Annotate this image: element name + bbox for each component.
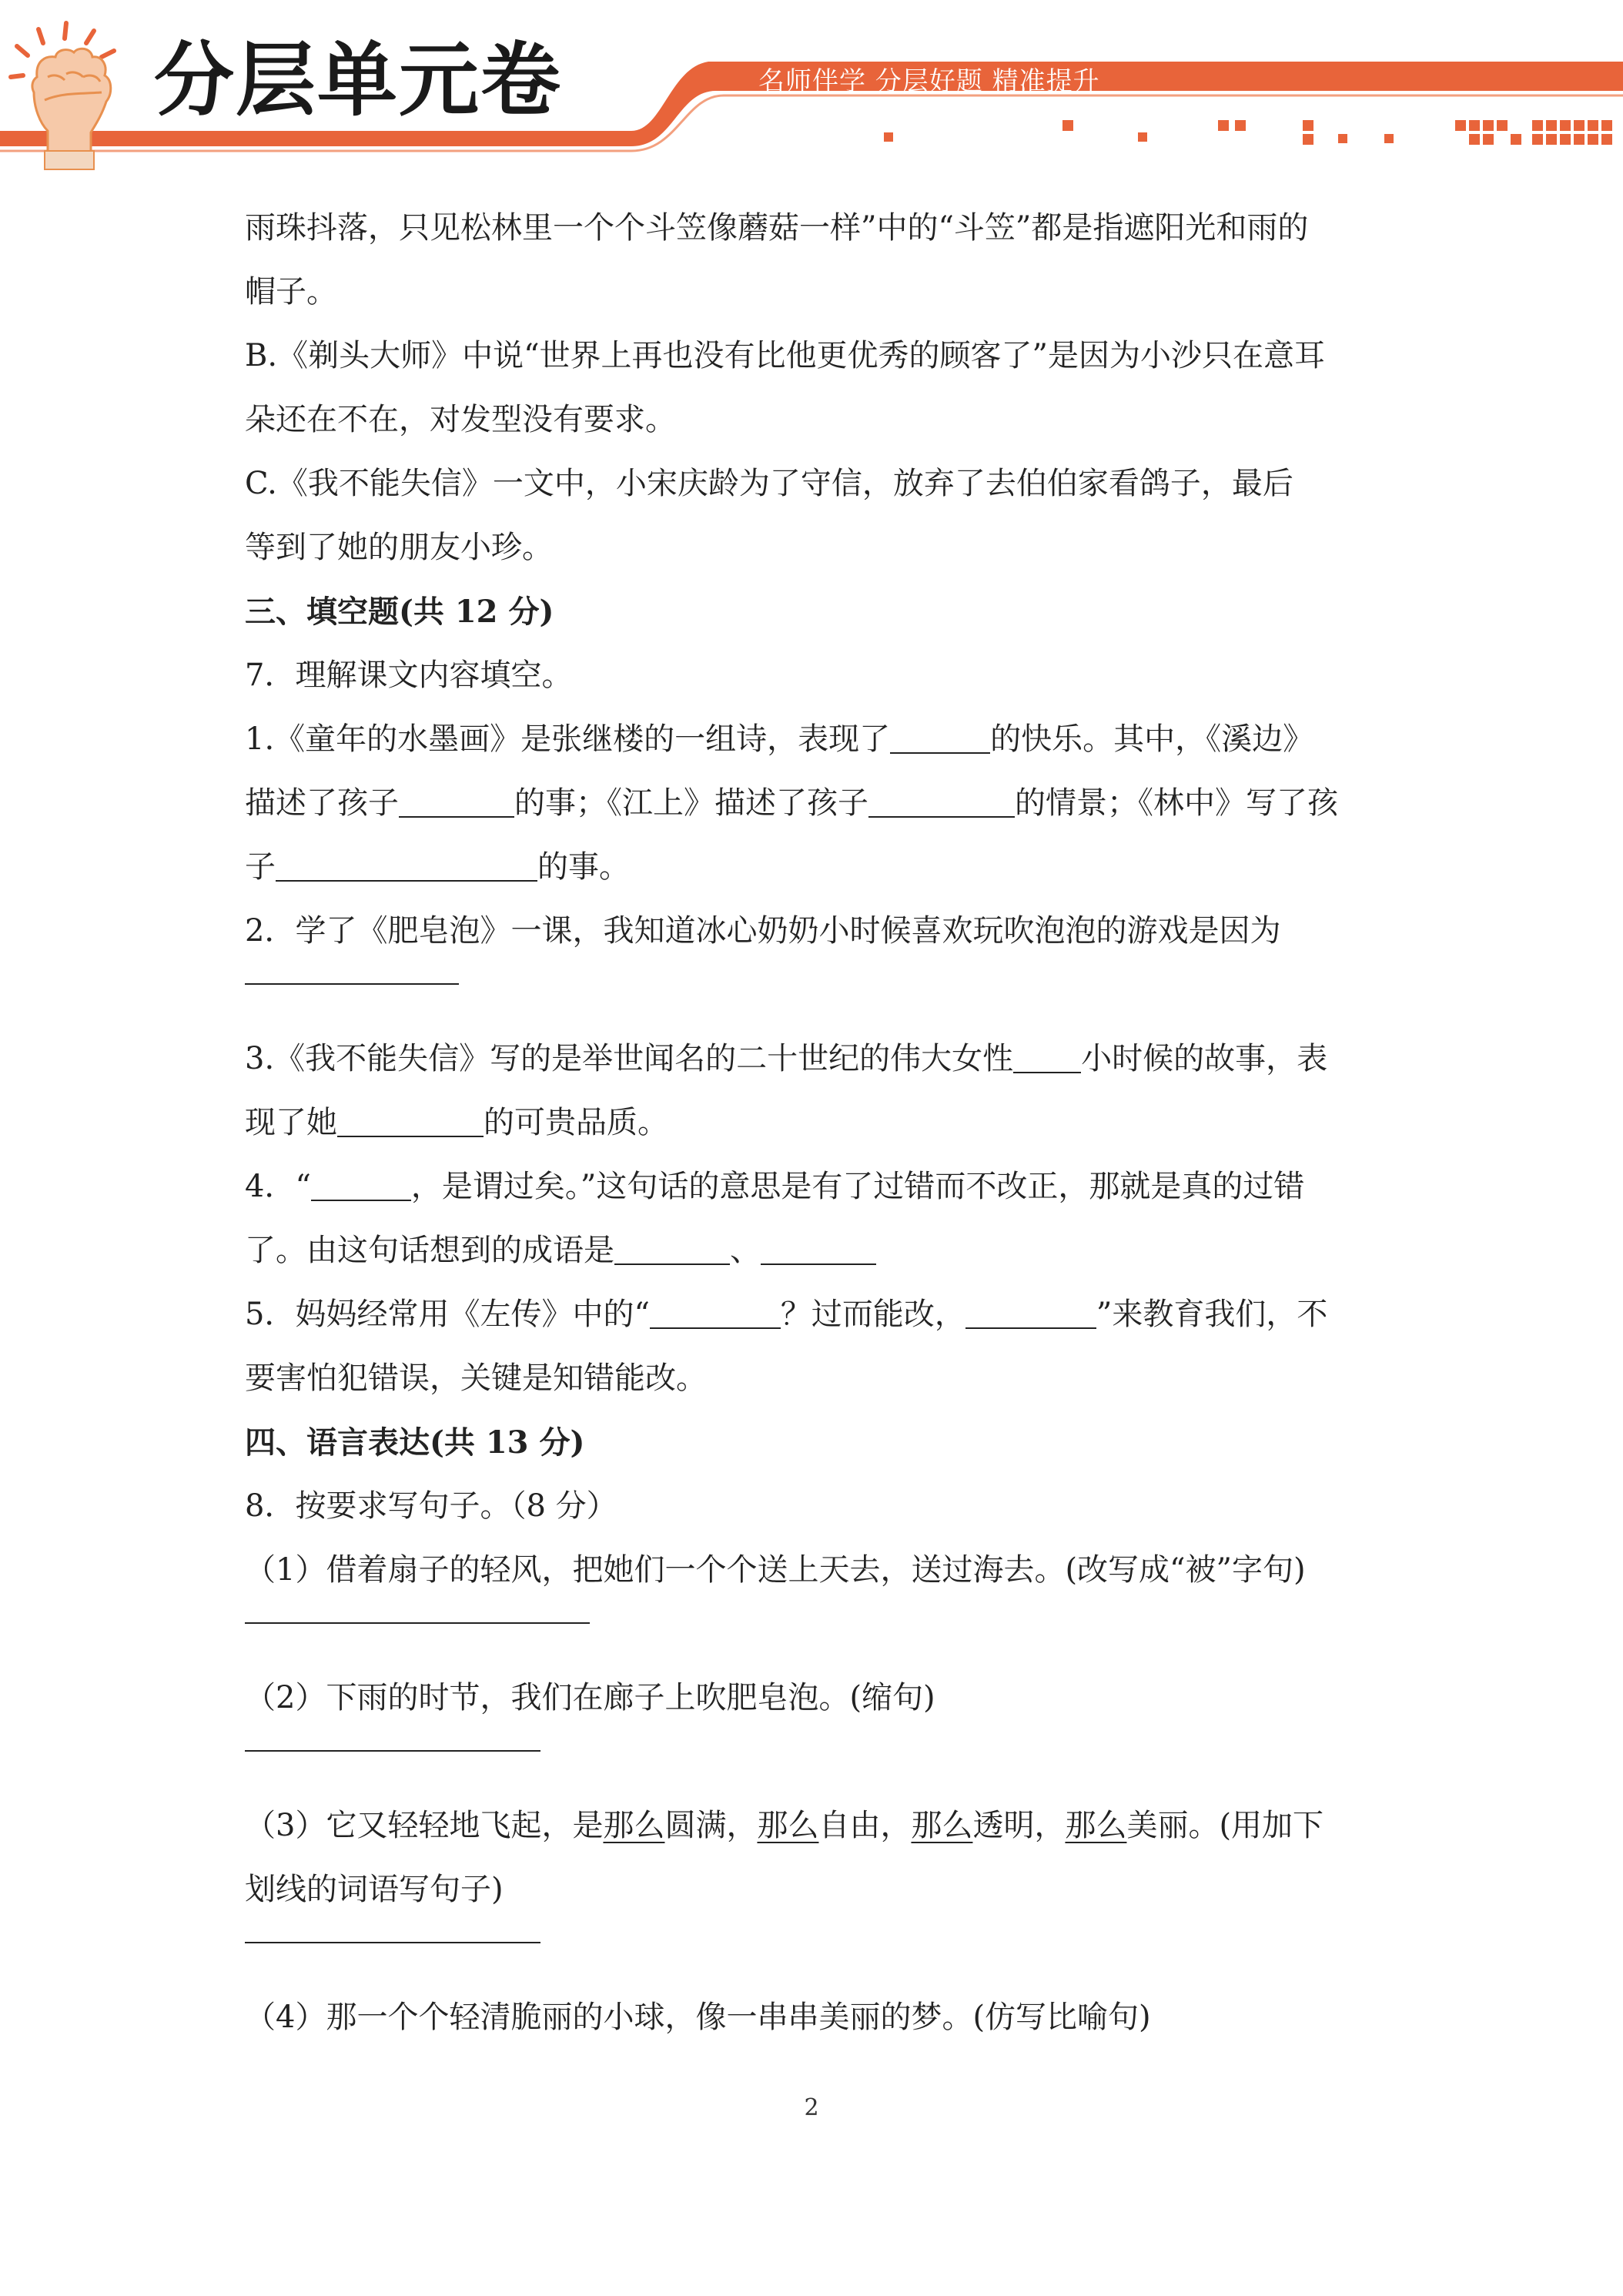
fill-blank[interactable] <box>614 1223 730 1265</box>
fill-blank[interactable] <box>399 776 514 818</box>
question-text: 美丽。(用加下 <box>1126 1808 1324 1843</box>
question-text: 的事；《江上》描述了孩子 <box>514 785 868 821</box>
question-text: （3）它又轻轻地飞起，是 <box>245 1808 604 1843</box>
text-line: 帽子。 <box>245 274 337 310</box>
question-text: 的事。 <box>537 849 630 885</box>
question-text: 3.《我不能失信》写的是举世闻名的二十世纪的伟大女性 <box>245 1041 1014 1076</box>
fill-blank[interactable] <box>245 1622 590 1624</box>
fill-blank[interactable] <box>965 1287 1096 1329</box>
question-7-3 <box>245 1027 1384 1091</box>
question-7-1-cont <box>245 771 1384 835</box>
fill-blank[interactable] <box>868 776 1015 818</box>
question-7-3-cont <box>245 1091 1384 1155</box>
question-text: 透明， <box>972 1808 1066 1843</box>
question-text: ，是谓过矣。”这句话的意思是有了过错而不改正，那就是真的过错 <box>410 1169 1305 1204</box>
underlined-word: 那么 <box>1065 1808 1127 1843</box>
question-text: 4．“ <box>245 1169 311 1204</box>
answer-line <box>245 1602 1384 1666</box>
answer-line <box>245 1730 1384 1794</box>
fill-blank[interactable] <box>337 1096 484 1137</box>
answer-line <box>245 1922 1384 1986</box>
fill-blank[interactable] <box>245 1942 540 1943</box>
question-text: 的快乐。其中，《溪边》 <box>990 721 1314 757</box>
decorative-squares <box>884 120 1612 145</box>
question-text: 、 <box>730 1233 761 1268</box>
text-line: 朵还在不在，对发型没有要求。 <box>245 402 676 437</box>
underlined-word: 那么 <box>911 1808 973 1843</box>
underlined-word: 那么 <box>603 1808 665 1843</box>
question-7-2: 2．学了《肥皂泡》一课，我知道冰心奶奶小时候喜欢玩吹泡泡的游戏是因为 <box>245 913 1281 949</box>
question-text: 子 <box>245 849 276 885</box>
question-text: 了。由这句话想到的成语是 <box>245 1233 614 1268</box>
question-7-4-cont <box>245 1219 1384 1283</box>
fill-blank[interactable] <box>245 1750 540 1752</box>
question-8: 8．按要求写句子。（8 分） <box>245 1488 617 1524</box>
fill-blank[interactable] <box>311 1160 411 1201</box>
question-7-5 <box>245 1283 1384 1347</box>
question-text: 描述了孩子 <box>245 785 399 821</box>
question-8-1: （1）借着扇子的轻风，把她们一个个送上天去，送过海去。(改写成“被”字句) <box>245 1552 1306 1588</box>
fill-blank[interactable] <box>890 712 990 754</box>
question-text: 现了她 <box>245 1105 337 1140</box>
question-8-2: （2）下雨的时节，我们在廊子上吹肥皂泡。(缩句) <box>245 1680 935 1715</box>
section-heading: 三、填空题(共 12 分) <box>245 594 554 630</box>
question-7: 7．理解课文内容填空。 <box>245 658 573 693</box>
question-text: 的情景；《林中》写了孩 <box>1015 785 1338 821</box>
question-text: ？过而能改， <box>780 1297 965 1332</box>
question-text: 5．妈妈经常用《左传》中的“ <box>245 1297 650 1332</box>
question-8-3-cont: 划线的词语写句子) <box>245 1872 504 1907</box>
question-8-3 <box>245 1794 1384 1858</box>
question-7-4 <box>245 1155 1384 1219</box>
fill-blank[interactable] <box>650 1287 781 1329</box>
question-7-1 <box>245 708 1384 771</box>
text-line: 等到了她的朋友小珍。 <box>245 530 553 565</box>
underlined-word: 那么 <box>757 1808 819 1843</box>
question-text: 1.《童年的水墨画》是张继楼的一组诗，表现了 <box>245 721 891 757</box>
fist-icon <box>11 23 114 169</box>
fill-blank[interactable] <box>245 983 459 985</box>
question-text: 小时候的故事，表 <box>1081 1041 1328 1076</box>
question-text: 自由， <box>818 1808 912 1843</box>
option-b: B.《剃头大师》中说“世界上再也没有比他更优秀的顾客了”是因为小沙只在意耳 <box>245 338 1326 373</box>
section-heading: 四、语言表达(共 13 分) <box>245 1424 585 1461</box>
document-body <box>245 196 1384 2050</box>
question-text: 的可贵品质。 <box>484 1105 668 1140</box>
page-number: 2 <box>804 2094 819 2121</box>
question-text: ”来教育我们，不 <box>1096 1297 1328 1332</box>
answer-line <box>245 963 1384 1027</box>
text-line: 雨珠抖落，只见松林里一个个斗笠像蘑菇一样”中的“斗笠”都是指遮阳光和雨的 <box>245 210 1309 246</box>
question-7-1-cont <box>245 835 1384 899</box>
slogan: 名师伴学 分层好题 精准提升 <box>758 66 1100 97</box>
question-text: 圆满， <box>664 1808 758 1843</box>
question-8-4: （4）那一个个轻清脆丽的小球，像一串串美丽的梦。(仿写比喻句) <box>245 2000 1151 2035</box>
page-header <box>0 0 1623 185</box>
fill-blank[interactable] <box>276 840 537 882</box>
fill-blank[interactable] <box>761 1223 876 1265</box>
fill-blank[interactable] <box>1013 1032 1081 1073</box>
question-7-5-cont: 要害怕犯错误，关键是知错能改。 <box>245 1361 707 1396</box>
option-c: C.《我不能失信》一文中，小宋庆龄为了守信，放弃了去伯伯家看鸽子，最后 <box>245 466 1293 501</box>
brand-title: 分层单元卷 <box>154 33 563 127</box>
